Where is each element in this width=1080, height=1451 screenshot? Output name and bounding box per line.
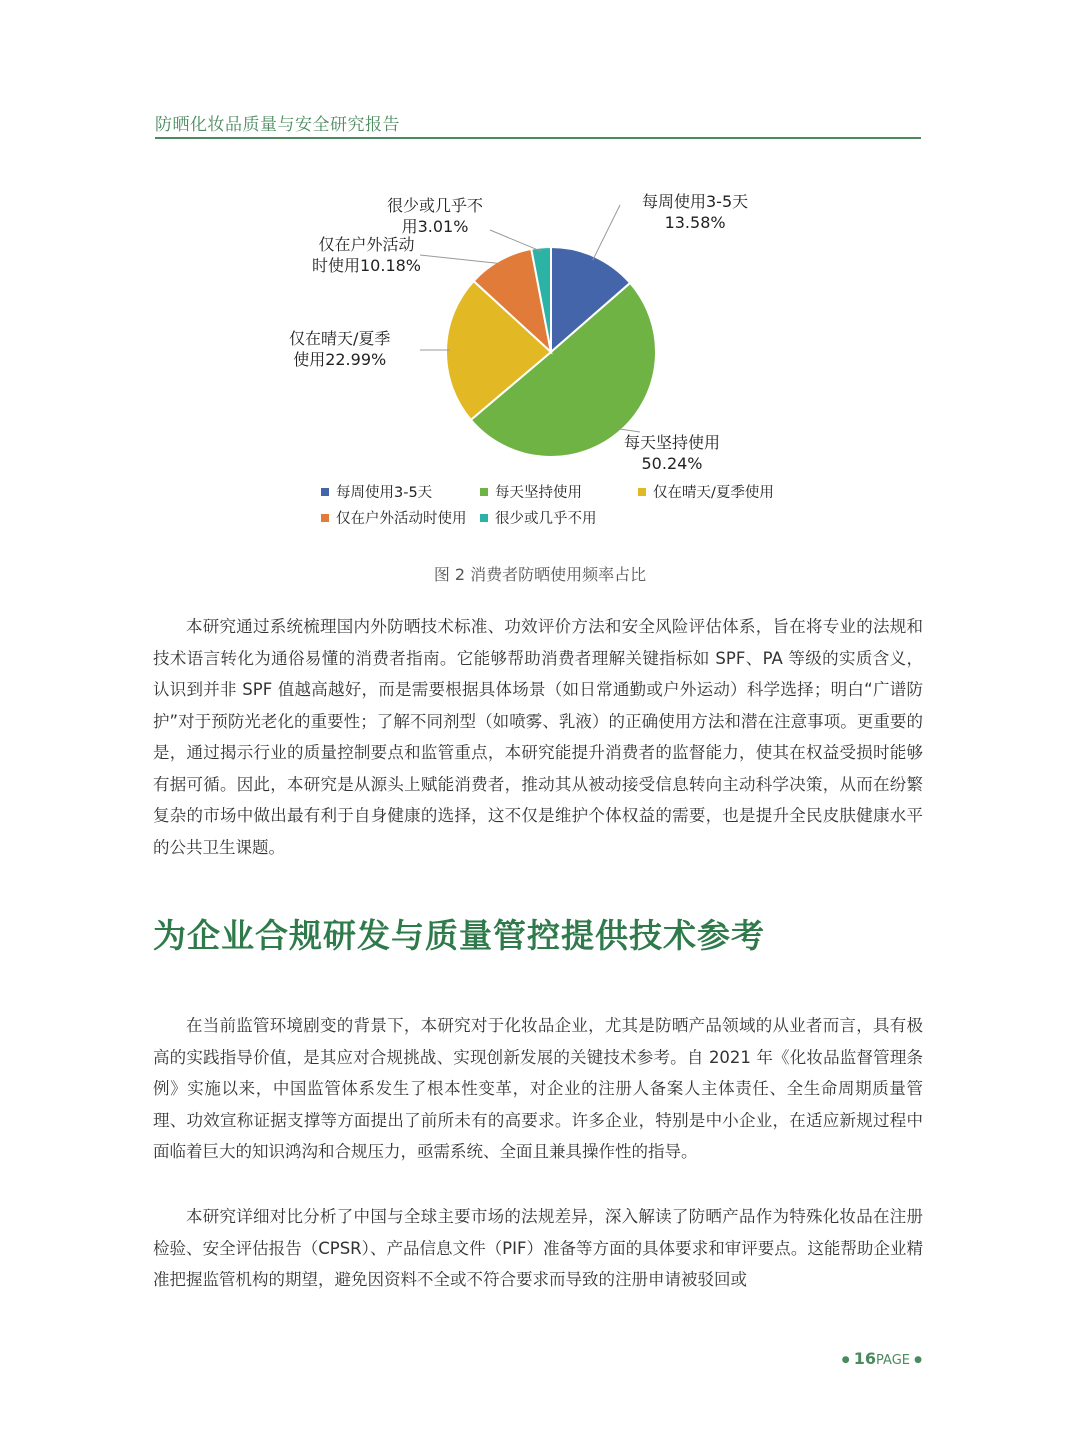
legend-item-rarely: 很少或几乎不用	[480, 507, 597, 528]
pie-chart	[0, 180, 1080, 500]
figure-caption: 图 2 消费者防晒使用频率占比	[433, 565, 647, 584]
legend-swatch	[480, 488, 488, 496]
pie-label-outdoor: 仅在户外活动 时使用10.18%	[312, 235, 422, 275]
pie-label-sunny: 仅在晴天/夏季 使用22.99%	[289, 329, 391, 369]
legend-swatch	[321, 514, 329, 522]
footer-dot-icon: ●	[914, 1355, 922, 1365]
legend-swatch	[321, 488, 329, 496]
pie-label-rarely: 很少或几乎不 用3.01%	[387, 196, 484, 236]
section-heading: 为企业合规研发与质量管控提供技术参考	[153, 916, 765, 955]
pie-label-daily: 每天坚持使用 50.24%	[624, 433, 721, 473]
header-divider	[155, 137, 921, 139]
header-title: 防晒化妆品质量与安全研究报告	[155, 115, 400, 135]
pie-leader-line-weekly	[593, 205, 620, 260]
body-paragraph: 在当前监管环境剧变的背景下，本研究对于化妆品企业，尤其是防晒产品领域的从业者而言，具有极高的实践指导价值，是其应对合规挑战、实现创新发展的关键技术参考。自 2021 年《化妆品监督管理条例》实施以来，中国监管体系发生了根本性变革，对企业的注册人备案人主体责任、全生命周期质量管理、功效宣称证据支撑等方面提出了前所未有的高要求。许多企业，特别是中小企业，在适应新规过程中面临着巨大的知识鸿沟和合规压力，亟需系统、全面且兼具操作性的指导。	[153, 1016, 923, 1161]
page-number: 16	[853, 1349, 877, 1368]
pie-leader-line-outdoor	[420, 255, 502, 264]
legend-item-outdoor: 仅在户外活动时使用	[321, 507, 467, 528]
legend-swatch	[638, 488, 646, 496]
pie-label-weekly: 每周使用3-5天 13.58%	[642, 192, 749, 232]
pie-leader-line-rarely	[490, 230, 541, 251]
legend-item-sunny: 仅在晴天/夏季使用	[638, 481, 774, 502]
footer-dot-icon: ●	[841, 1355, 850, 1365]
legend-item-weekly: 每周使用3-5天	[321, 481, 432, 502]
page-word: PAGE	[876, 1353, 910, 1368]
page-footer	[842, 1349, 922, 1368]
legend-swatch	[480, 514, 488, 522]
legend-item-daily: 每天坚持使用	[480, 481, 582, 502]
body-paragraph: 本研究通过系统梳理国内外防晒技术标准、功效评价方法和安全风险评估体系，旨在将专业的法规和技术语言转化为通俗易懂的消费者指南。它能够帮助消费者理解关键指标如 SPF、PA 等级的实质含义，认识到并非 SPF 值越高越好，而是需要根据具体场景（如日常通勤或户外运动）科学选择；明白“广谱防护”对于预防光老化的重要性；了解不同剂型（如喷雾、乳液）的正确使用方法和潜在注意事项。更重要的是，通过揭示行业的质量控制要点和监管重点，本研究能提升消费者的监督能力，使其在权益受损时能够有据可循。因此，本研究是从源头上赋能消费者，推动其从被动接受信息转向主动科学决策，从而在纷繁复杂的市场中做出最有利于自身健康的选择，这不仅是维护个体权益的需要，也是提升全民皮肤健康水平的公共卫生课题。	[153, 617, 923, 857]
body-paragraph: 本研究详细对比分析了中国与全球主要市场的法规差异，深入解读了防晒产品作为特殊化妆品在注册检验、安全评估报告（CPSR）、产品信息文件（PIF）准备等方面的具体要求和审评要点。这能帮助企业精准把握监管机构的期望，避免因资料不全或不符合要求而导致的注册申请被驳回或	[153, 1207, 923, 1289]
